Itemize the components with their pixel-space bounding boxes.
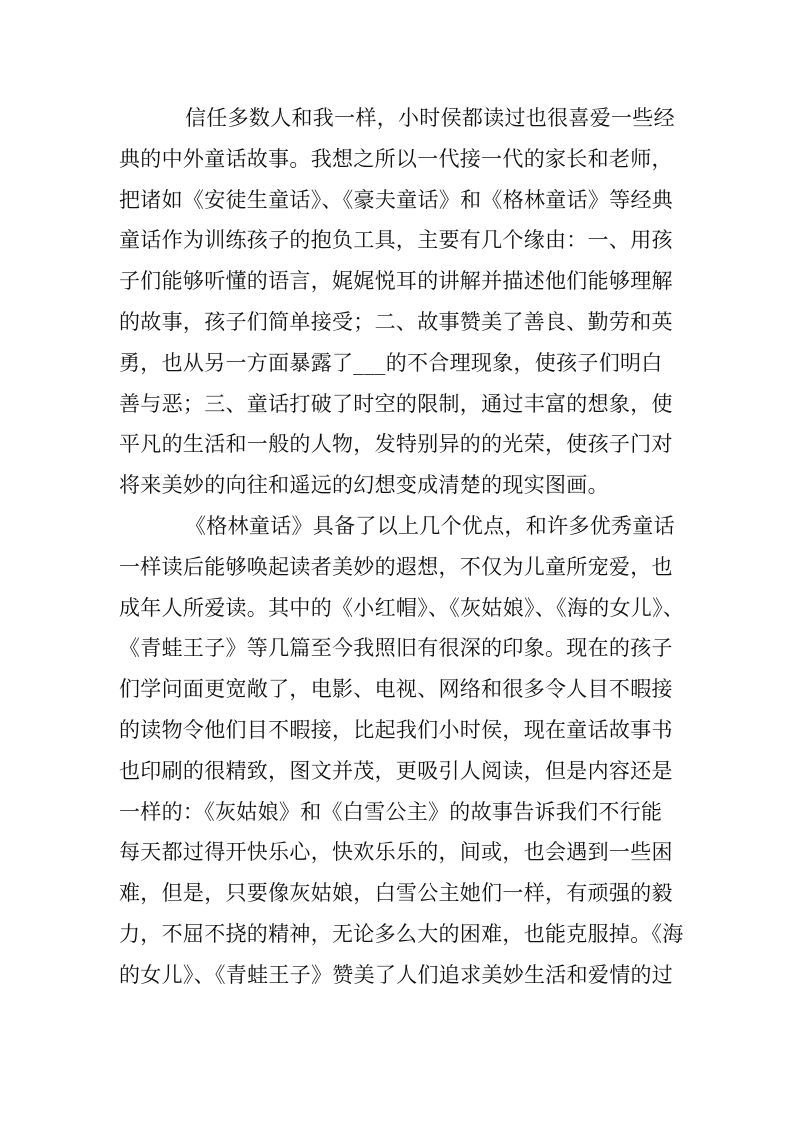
paragraph-1-line-3: 把诸如《安徒生童话》、《豪夫童话》和《格林童话》等经典	[119, 187, 674, 212]
paragraph-2-line-8: 一样的：《灰姑娘》和《白雪公主》的故事告诉我们不行能	[119, 799, 663, 824]
paragraph-1-line-8: 善与恶；三、童话打破了时空的限制，通过丰富的想象，使	[119, 391, 673, 416]
paragraph-2-line-10: 难，但是，只要像灰姑娘，白雪公主她们一样，有顽强的毅	[119, 881, 673, 906]
paragraph-2-line-3: 成年人所爱读。其中的《小红帽》、《灰姑娘》、《海的女儿》、	[119, 595, 685, 620]
body-text	[119, 98, 719, 996]
paragraph-2-line-2: 一样读后能够唤起读者美妙的遐想，不仅为儿童所宠爱，也	[119, 554, 673, 579]
paragraph-2-line-7: 也印刷的很精致，图文并茂，更吸引人阅读，但是内容还是	[119, 758, 673, 783]
paragraph-1-line-1: 信任多数人和我一样，小时侯都读过也很喜爱一些经	[185, 106, 675, 130]
paragraph-2-line-6: 的读物令他们目不暇接，比起我们小时侯，现在童话故事书	[119, 717, 673, 742]
paragraph-1-line-4: 童话作为训练孩子的抱负工具，主要有几个缘由：一、用孩	[119, 228, 673, 253]
paragraph-2-line-12: 的女儿》、《青蛙王子》赞美了人们追求美妙生活和爱情的过	[119, 962, 674, 987]
paragraph-2-line-9: 每天都过得开快乐心，快欢乐乐的，间或，也会遇到一些困	[119, 840, 673, 865]
paragraph-1-line-5: 子们能够听懂的语言，娓娓悦耳的讲解并描述他们能够理解	[119, 269, 673, 294]
paragraph-1-line-9: 平凡的生活和一般的人物，发特别异的的光荣，使孩子门对	[119, 432, 673, 457]
paragraph-2-line-4: 《青蛙王子》等几篇至今我照旧有很深的印象。现在的孩子	[119, 636, 673, 661]
paragraph-1-line-7: 勇，也从另一方面暴露了___的不合理现象，使孩子们明白	[119, 350, 663, 375]
paragraph-2-line-11: 力，不屈不挠的精神，无论多么大的困难，也能克服掉。《海	[119, 921, 684, 946]
paragraph-2-line-1: 《格林童话》具备了以上几个优点，和许多优秀童话	[185, 513, 675, 538]
paragraph-1-line-2: 典的中外童话故事。我想之所以一代接一代的家长和老师，	[119, 146, 673, 171]
paragraph-1-line-6: 的故事，孩子们简单接受；二、故事赞美了善良、勤劳和英	[119, 309, 673, 334]
paragraph-2-line-5: 们学问面更宽敞了，电影、电视、网络和很多令人目不暇接	[119, 677, 673, 702]
paragraph-1-line-10: 将来美妙的向往和遥远的幻想变成清楚的现实图画。	[119, 473, 609, 498]
